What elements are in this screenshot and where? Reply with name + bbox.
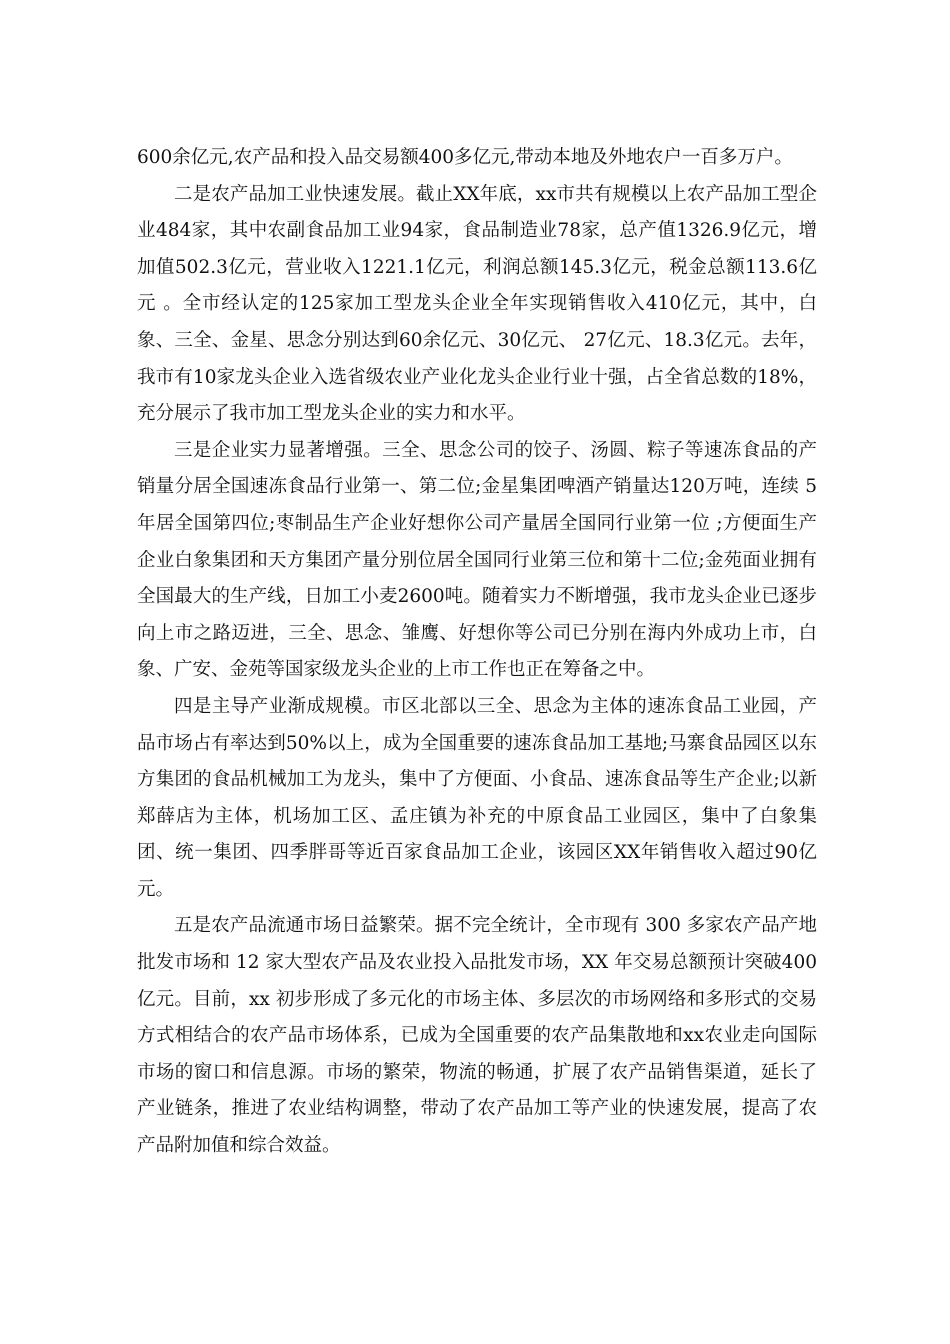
paragraph-continuation: 600余亿元,农产品和投入品交易额400多亿元,带动本地及外地农户一百多万户。 (137, 147, 793, 168)
document-body (137, 140, 817, 1165)
paragraph-processing-industry: 二是农产品加工业快速发展。截止XX年底，xx市共有规模以上农产品加工型企业484家，其中农副食品加工业94家，食品制造业78家，总产值1326.9亿元，增加值502.3亿元，营业收入1221.1亿元，利润总额145.3亿元，税金总额113.6亿元 。全市经认定的125家加工型龙头企业全年实现销售收入410亿元，其中，白象、三全、金星、思念分别达到60余亿元、30亿元、 27亿元、18.3亿元。去年，我市有10家龙头企业入选省级农业产业化龙头企业行业十强，占全省总数的18%，充分展示了我市加工型龙头企业的实力和水平。 (137, 183, 817, 425)
paragraph-leading-industry: 四是主导产业渐成规模。市区北部以三全、思念为主体的速冻食品工业园，产品市场占有率达到50%以上，成为全国重要的速冻食品加工基地;马寨食品园区以东方集团的食品机械加工为龙头，集中了方便面、小食品、速冻食品等生产企业;以新郑薛店为主体，机场加工区、孟庄镇为补充的中原食品工业园区，集中了白象集团、统一集团、四季胖哥等近百家食品加工企业，该园区XX年销售收入超过90亿元。 (137, 695, 817, 900)
paragraph-market-circulation: 五是农产品流通市场日益繁荣。据不完全统计，全市现有 300 多家农产品产地批发市场和 12 家大型农产品及农业投入品批发市场，XX 年交易总额预计突破400 亿元。目前，xx 初步形成了多元化的市场主体、多层次的市场网络和多形式的交易方式相结合的农产品市场体系，已成为全国重要的农产品集散地和xx农业走向国际市场的窗口和信息源。市场的繁荣，物流的畅通，扩展了农产品销售渠道，延长了产业链条，推进了农业结构调整，带动了农产品加工等产业的快速发展，提高了农产品附加值和综合效益。 (137, 915, 817, 1157)
paragraph-enterprise-strength: 三是企业实力显著增强。三全、思念公司的饺子、汤圆、粽子等速冻食品的产销量分居全国速冻食品行业第一、第二位;金星集团啤酒产销量达120万吨，连续 5 年居全国第四位;枣制品生产企业好想你公司产量居全国同行业第一位 ;方便面生产企业白象集团和天方集团产量分别位居全国同行业第三位和第十二位;金苑面业拥有全国最大的生产线，日加工小麦2600吨。随着实力不断增强，我市龙头企业已逐步向上市之路迈进，三全、思念、雏鹰、好想你等公司已分别在海内外成功上市，白象、广安、金苑等国家级龙头企业的上市工作也正在筹备之中。 (137, 439, 817, 681)
